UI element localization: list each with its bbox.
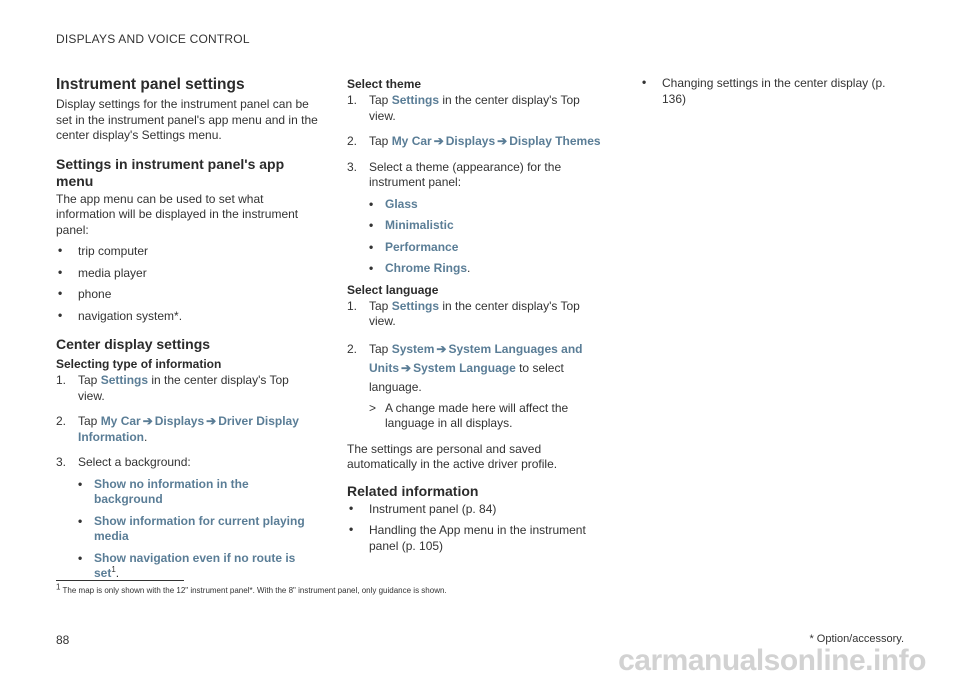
menu-path-settings: Settings <box>100 373 149 387</box>
menu-path-settings: Settings <box>391 93 440 107</box>
theme-steps <box>347 93 609 277</box>
option-item: • Performance <box>369 239 459 254</box>
background-options <box>78 477 318 582</box>
select-language-heading: Select language <box>347 282 439 297</box>
option-item: • Show information for current playing media <box>78 513 305 543</box>
bullet-icon: • <box>369 218 374 232</box>
bullet-icon: • <box>349 500 354 515</box>
bullet-icon: • <box>58 243 63 257</box>
footnote-number: 1 <box>56 582 61 592</box>
menu-path-displays: Displays <box>154 414 205 428</box>
related-info-heading: Related information <box>347 482 479 499</box>
step-1: 1. Tap Settings in the center display's Top view. <box>347 298 580 328</box>
section-header: DISPLAYS AND VOICE CONTROL <box>56 32 250 46</box>
step-2: 2. Tap System ➔ System Languages and Units ➔ System Language to select language. > A change made here will affect the language in all displays. <box>347 340 609 432</box>
step-3: 3. Select a theme (appearance) for the instrument panel: • Glass • Minimalistic • Performance • Chrome Rings. <box>347 160 609 277</box>
related-link[interactable]: • Handling the App menu in the instrument panel (p. 105) <box>349 522 586 553</box>
option-item: • Show no information in the background <box>78 476 249 506</box>
bullet-icon: • <box>78 513 83 528</box>
related-link[interactable]: • Instrument panel (p. 84) <box>349 500 497 516</box>
step-2: 2. Tap My Car ➔ Displays ➔ Display Themes <box>347 134 601 148</box>
result-marker: > <box>369 400 377 415</box>
step-3: 3. Select a background: • Show no information in the background • Show information for current playing media • Show navigation even if no route is set$^1$. <box>56 455 318 582</box>
bullet-icon: • <box>369 261 374 275</box>
bullet-icon: • <box>78 476 83 491</box>
column-1 <box>56 76 318 592</box>
footnote-divider <box>56 580 184 581</box>
related-link[interactable]: • Changing settings in the center display (p. 136) <box>642 75 886 106</box>
related-info-list <box>347 502 609 555</box>
option-item: • Chrome Rings. <box>369 261 471 275</box>
footnote <box>56 582 447 595</box>
list-item: • phone <box>58 286 112 301</box>
related-info-list-continued <box>640 76 902 107</box>
bullet-icon: • <box>78 550 83 565</box>
step-2: 2. Tap My Car ➔ Displays ➔ Driver Display Information. <box>56 414 299 444</box>
menu-path-my-car: My Car <box>100 414 141 428</box>
intro-text: Display settings for the instrument panel can be set in the instrument panel's app menu and in the center display's Settings menu. <box>56 97 318 142</box>
option-item: • Glass <box>369 196 418 211</box>
step-result: > A change made here will affect the language in all displays. <box>369 400 569 430</box>
app-menu-text: The app menu can be used to set what information will be displayed in the instrument panel: <box>56 191 299 237</box>
arrow-right-icon: ➔ <box>401 360 412 375</box>
app-menu-heading: Settings in instrument panel's app menu <box>56 155 285 189</box>
list-item: • navigation system*. <box>58 307 183 323</box>
step-1: 1. Tap Settings in the center display's Top view. <box>347 93 580 123</box>
column-2 <box>347 76 609 560</box>
menu-path-driver-display-information: Driver Display Information <box>78 414 299 444</box>
menu-path-system: System <box>391 341 435 356</box>
list-item: • media player <box>58 264 147 280</box>
select-theme-heading: Select theme <box>347 77 422 91</box>
arrow-right-icon: ➔ <box>142 414 153 428</box>
bullet-icon: • <box>642 75 647 89</box>
bullet-icon: • <box>349 522 354 536</box>
bullet-icon: • <box>58 264 63 279</box>
option-accessory-note: * Option/accessory. <box>809 633 904 645</box>
info-type-steps <box>56 373 318 582</box>
bullet-icon: • <box>369 239 374 254</box>
bullet-icon: • <box>58 286 63 300</box>
arrow-right-icon: ➔ <box>436 341 447 356</box>
theme-options <box>369 197 609 277</box>
arrow-right-icon: ➔ <box>433 134 444 148</box>
menu-path-display-themes: Display Themes <box>509 134 601 148</box>
menu-path-settings: Settings <box>391 298 440 313</box>
footnote-ref: 1 <box>111 565 116 574</box>
option-item: • Minimalistic <box>369 218 454 232</box>
list-item: • trip computer <box>58 243 149 258</box>
arrow-right-icon: ➔ <box>497 134 508 148</box>
watermark: carmanualsonline.info <box>618 644 926 677</box>
page-title: Instrument panel settings <box>56 76 245 93</box>
arrow-right-icon: ➔ <box>206 414 217 428</box>
info-type-subheading: Selecting type of information <box>56 357 222 371</box>
bullet-icon: • <box>369 196 374 211</box>
center-display-heading: Center display settings <box>56 336 211 352</box>
menu-path-system-language: System Language <box>413 360 516 375</box>
menu-path-my-car: My Car <box>391 134 432 148</box>
bullet-icon: • <box>58 307 63 322</box>
menu-path-displays: Displays <box>445 134 496 148</box>
menu-path-system-languages-units: System Languages and Units <box>369 341 583 375</box>
step-1: 1. Tap Settings in the center display's Top view. <box>56 373 289 403</box>
language-steps <box>347 299 609 432</box>
footnote-text: The map is only shown with the 12" instrument panel*. With the 8" instrument panel, only guidance is shown. <box>62 586 447 595</box>
settings-note: The settings are personal and saved automatically in the active driver profile. <box>347 441 558 471</box>
option-item: • Show navigation even if no route is set$^1$. <box>78 550 296 580</box>
app-menu-list <box>56 244 318 324</box>
page-number: 88 <box>56 633 70 647</box>
column-3 <box>640 76 902 113</box>
